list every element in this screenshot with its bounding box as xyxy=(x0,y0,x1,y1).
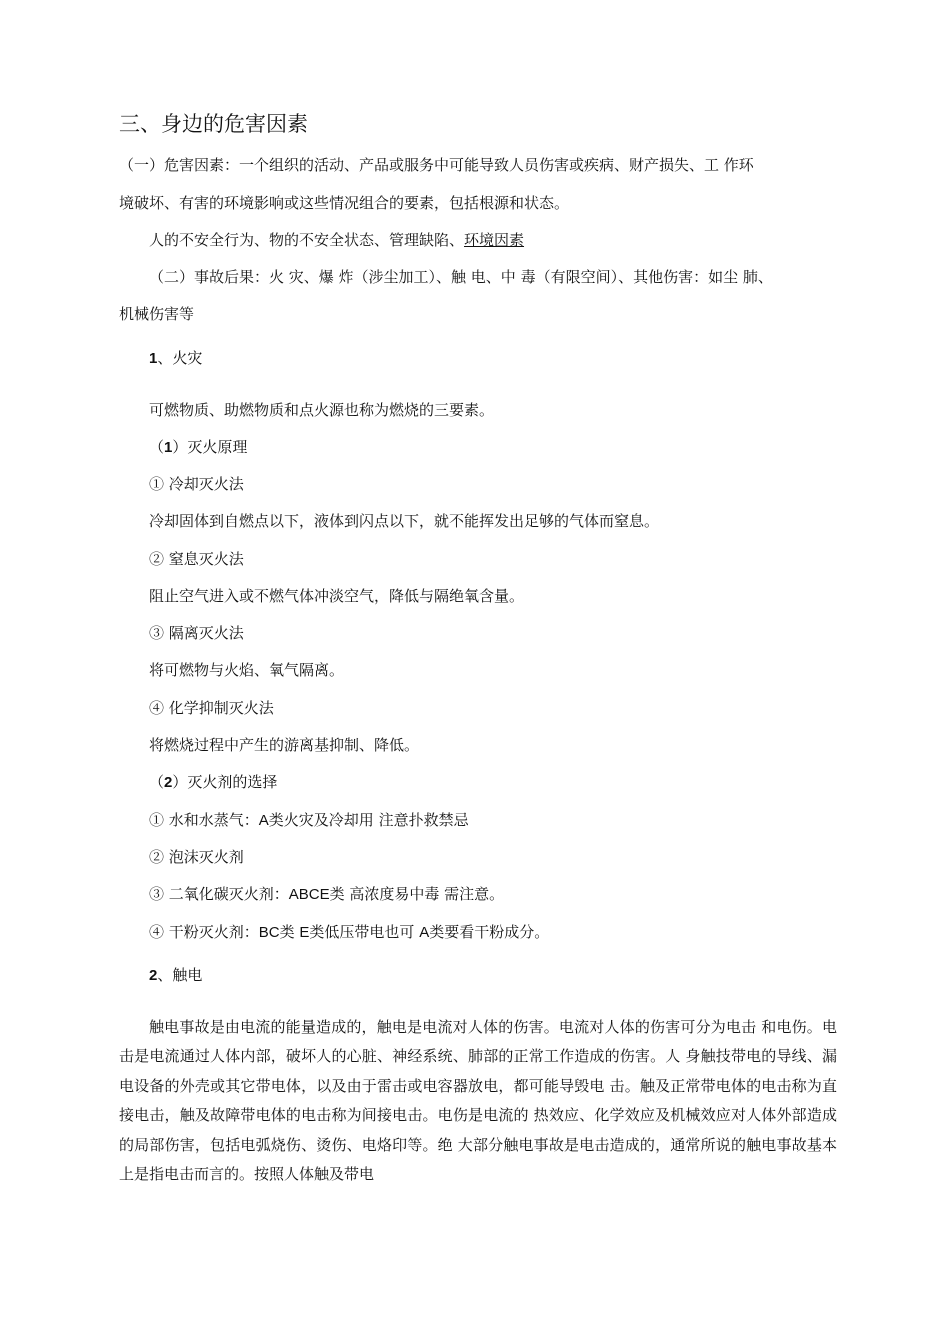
fire-class-abce: ABCE xyxy=(288,886,330,903)
paren-open: （ xyxy=(149,773,165,791)
environment-factor-link: 环境因素 xyxy=(464,231,525,249)
shock-paragraph: 触电事故是由电流的能量造成的，触电是电流对人体的伤害。电流对人体的伤害可分为电击 和电伤。电击是电流通过人体内部，破坏人的心脏、神经系统、肺部的正常工作造成的伤害。人 身触技带电的导线、漏电设备的外壳或其它带电体，以及由于雷击或电容器放电，都可能导毁电 击。触及正常带电体的电击称为直接电击，触及故障带电体的电击称为间接电击。电伤是电流的 热效应、化学效应及机械效应对人体外部造成的局部伤害，包括电弧烧伤、烫伤、电烙印等。绝 大部分触电事故是电击造成的，通常所说的触电事故基本上是指电击而言的。按照人体触及带电 xyxy=(119,1018,837,1184)
method-isolation-title: ③ 隔离灭火法 xyxy=(149,624,244,642)
method-smothering-title: ② 窒息灭火法 xyxy=(149,550,244,568)
fire-section-number: 1 xyxy=(149,350,158,367)
fire-section-title xyxy=(149,348,202,369)
hazard-factors-text: 人的不安全行为、物的不安全状态、管理缺陷、 xyxy=(149,231,465,249)
method-isolation-desc: 将可燃物与火焰、氧气隔离。 xyxy=(149,661,345,679)
method-cooling-desc: 冷却固体到自燃点以下，液体到闪点以下，就不能挥发出足够的气体而窒息。 xyxy=(149,512,660,530)
agent-co2-label: ③ 二氧化碳灭火剂： xyxy=(149,885,289,903)
fire-class-a2: A xyxy=(419,924,430,941)
agent-dry-powder xyxy=(149,922,549,943)
agent-powder-text2: 类低压带电也可 xyxy=(309,923,420,941)
principle-label: ）灭火原理 xyxy=(172,438,248,456)
hazard-definition-line1 xyxy=(119,155,837,175)
consequences-line2: 机械伤害等 xyxy=(119,305,195,323)
consequences-line1: （二）事故后果：火 灾、爆 炸（涉尘加工）、触 电、中 毒（有限空间）、其他伤害：如尘 肺、 xyxy=(149,268,773,286)
agent-foam: ② 泡沫灭火剂 xyxy=(149,848,244,866)
combustion-elements: 可燃物质、助燃物质和点火源也称为燃烧的三要素。 xyxy=(149,401,495,419)
agent-selection-title xyxy=(149,772,277,793)
agent-co2-note: 类 高浓度易中毒 需注意。 xyxy=(329,885,505,903)
agent-label: ）灭火剂的选择 xyxy=(172,773,278,791)
agent-water xyxy=(149,810,469,831)
agent-powder-label: ④ 干粉灭火剂： xyxy=(149,923,259,941)
hazard-definition-text: （一）危害因素：一个组织的活动、产品或服务中可能导致人员伤害或疾病、财产损失、工 作环 xyxy=(119,156,754,174)
method-cooling-title: ① 冷却灭火法 xyxy=(149,475,244,493)
shock-section-label: 、触电 xyxy=(157,966,203,984)
agent-powder-text1: 类 xyxy=(279,923,300,941)
method-smothering-desc: 阻止空气进入或不燃气体冲淡空气，降低与隔绝氧含量。 xyxy=(149,587,525,605)
principle-number: 1 xyxy=(164,439,173,456)
shock-section-number: 2 xyxy=(149,967,158,984)
paren-open: （ xyxy=(149,438,165,456)
fire-class-a: A xyxy=(258,812,269,829)
extinguishing-principle-title xyxy=(149,437,247,458)
section-heading: 三、身边的危害因素 xyxy=(119,112,308,136)
agent-number: 2 xyxy=(164,774,173,791)
hazard-definition-line2: 境破坏、有害的环境影响或这些情况组合的要素，包括根源和状态。 xyxy=(119,194,570,212)
method-chemical-desc: 将燃烧过程中产生的游离基抑制、降低。 xyxy=(149,736,420,754)
agent-co2 xyxy=(149,884,504,905)
shock-section-title xyxy=(149,965,202,986)
agent-powder-note: 类要看干粉成分。 xyxy=(429,923,550,941)
hazard-factors-line xyxy=(149,230,524,250)
fire-section-label: 、火灾 xyxy=(157,349,203,367)
agent-water-note: 类火灾及冷却用 注意扑救禁忌 xyxy=(268,811,469,829)
fire-class-e: E xyxy=(299,924,310,941)
fire-class-bc: BC xyxy=(258,924,280,941)
agent-water-label: ① 水和水蒸气： xyxy=(149,811,259,829)
method-chemical-title: ④ 化学抑制灭火法 xyxy=(149,699,274,717)
